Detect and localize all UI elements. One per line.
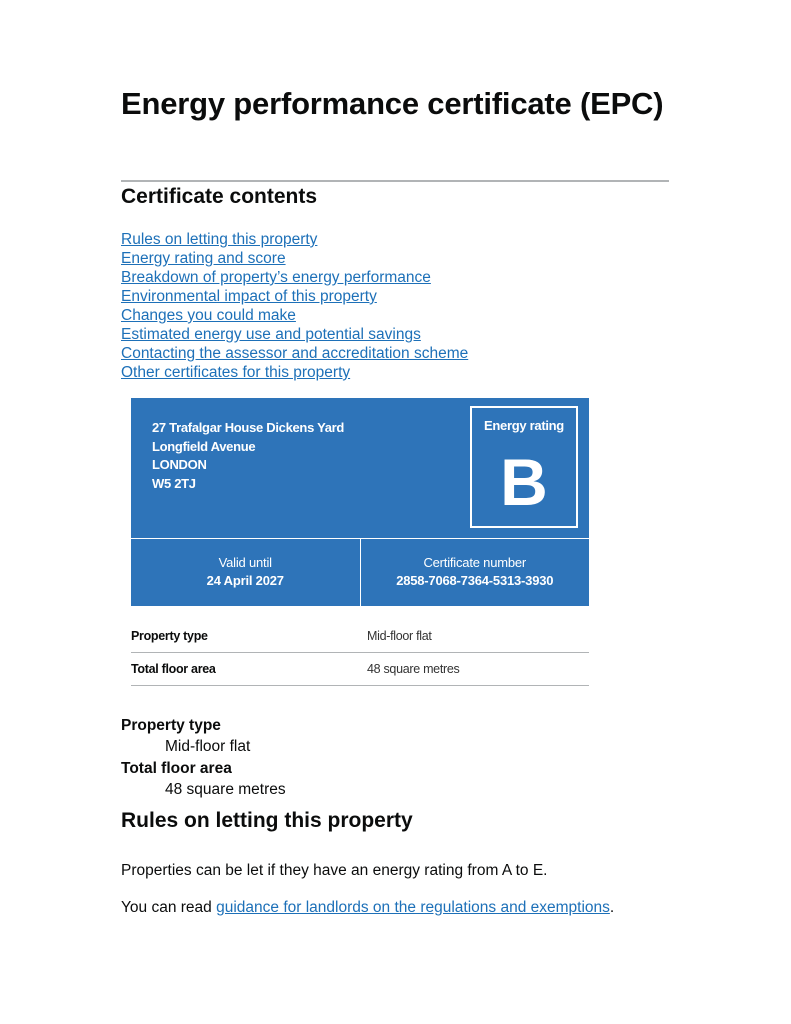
valid-until-cell xyxy=(131,539,360,606)
card-property-table xyxy=(131,620,589,686)
row-key: Total floor area xyxy=(131,662,216,676)
address-line: LONDON xyxy=(152,457,207,472)
property-summary-list xyxy=(121,715,286,801)
contents-item xyxy=(121,287,468,306)
guidance-link[interactable]: guidance for landlords on the regulations and exemptions xyxy=(216,899,610,916)
page-title: Energy performance certificate (EPC) xyxy=(121,86,664,121)
contents-item xyxy=(121,249,468,268)
contents-item xyxy=(121,306,468,325)
contents-item xyxy=(121,325,468,344)
address-line: W5 2TJ xyxy=(152,475,196,491)
certificate-number-cell xyxy=(360,539,590,606)
valid-until-value: 24 April 2027 xyxy=(206,573,284,588)
contents-item xyxy=(121,344,468,363)
row-value: Mid-floor flat xyxy=(367,629,432,643)
guidance-prefix: You can read xyxy=(121,899,217,916)
contents-link-letting-rules[interactable]: Rules on letting this property xyxy=(121,231,318,248)
summary-key: Property type xyxy=(121,717,221,734)
letting-rules-heading: Rules on letting this property xyxy=(121,809,413,832)
energy-rating-letter: B xyxy=(500,445,548,519)
contents-item xyxy=(121,268,468,287)
row-value: 48 square metres xyxy=(367,662,460,676)
contents-item xyxy=(121,363,468,382)
contents-link-breakdown[interactable]: Breakdown of property’s energy performance xyxy=(121,269,431,286)
energy-rating-box xyxy=(470,406,578,528)
section-divider xyxy=(121,180,669,182)
contents-link-energy-rating[interactable]: Energy rating and score xyxy=(121,250,286,267)
letting-rules-text: Properties can be let if they have an energy rating from A to E. xyxy=(121,862,548,879)
address-line: Longfield Avenue xyxy=(152,438,256,454)
contents-list xyxy=(121,230,468,382)
certificate-card-footer xyxy=(131,538,589,606)
guidance-paragraph xyxy=(121,899,614,917)
summary-key: Total floor area xyxy=(121,760,232,777)
property-address xyxy=(152,419,344,493)
contents-link-assessor[interactable]: Contacting the assessor and accreditation scheme xyxy=(121,345,469,362)
summary-value: 48 square metres xyxy=(165,781,286,798)
contents-link-energy-use[interactable]: Estimated energy use and potential savings xyxy=(121,326,421,343)
certificate-card-header xyxy=(131,398,589,538)
contents-link-environmental-impact[interactable]: Environmental impact of this property xyxy=(121,288,377,305)
energy-rating-label: Energy rating xyxy=(484,418,564,433)
address-line: 27 Trafalgar House Dickens Yard xyxy=(152,420,345,435)
contents-link-changes[interactable]: Changes you could make xyxy=(121,307,296,324)
summary-value: Mid-floor flat xyxy=(165,738,251,755)
table-row xyxy=(131,653,589,686)
table-row xyxy=(131,620,589,653)
row-key: Property type xyxy=(131,629,208,643)
valid-until-label: Valid until xyxy=(218,555,272,570)
contents-item xyxy=(121,230,468,249)
certificate-number-value: 2858-7068-7364-5313-3930 xyxy=(396,573,554,588)
contents-link-other-certificates[interactable]: Other certificates for this property xyxy=(121,364,351,381)
certificate-number-label: Certificate number xyxy=(423,555,527,570)
certificate-card xyxy=(131,398,589,686)
guidance-suffix: . xyxy=(609,899,615,916)
contents-heading: Certificate contents xyxy=(121,185,318,208)
